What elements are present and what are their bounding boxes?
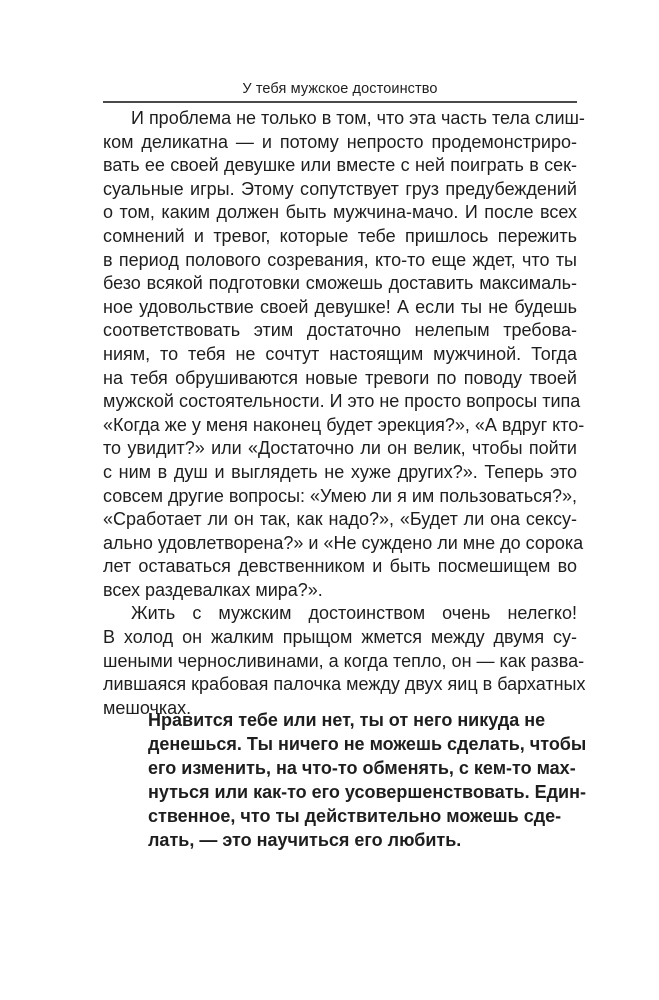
running-header: У тебя мужское достоинство — [242, 81, 438, 97]
quote-line: денешься. Ты ничего не можешь сделать, чтобы — [148, 734, 587, 754]
text-line: вать ее своей девушке или вместе с ней поиграть в сек- — [103, 155, 577, 176]
body-text — [103, 107, 586, 720]
text-line: ниям, то тебя не сочтут настоящим мужчиной. Тогда — [103, 343, 577, 364]
text-line: то увидит?» или «Достаточно ли он велик, чтобы пойти — [103, 438, 577, 459]
paragraph-1 — [103, 107, 585, 602]
text-line: ально удовлетворена?» и «Не суждено ли мне до сорока — [103, 532, 584, 553]
text-line: ное удовольствие своей девушке! А если ты не будешь — [103, 296, 577, 317]
text-line: безо всякой подготовки сможешь доставить максималь- — [103, 273, 577, 294]
quote-line: его изменить, на что-то обменять, с кем-то мах- — [148, 758, 576, 778]
highlighted-quote — [148, 708, 587, 852]
text-line: лившаяся крабовая палочка между двух яиц в бархатных — [103, 674, 586, 695]
text-line: ком деликатна — и потому непросто продемонстриро- — [103, 131, 577, 152]
text-line: всех раздевалках мира?». — [103, 579, 323, 600]
text-line: о том, каким должен быть мужчина-мачо. И после всех — [103, 202, 577, 223]
text-line: «Когда же у меня наконец будет эрекция?», «А вдруг кто- — [103, 414, 585, 435]
text-line: мешочках. — [103, 697, 192, 718]
header-rule — [103, 101, 577, 103]
quote-line: Нравится тебе или нет, ты от него никуда не — [148, 710, 546, 730]
text-line: суальные игры. Этому сопутствует груз предубеждений — [103, 178, 577, 199]
text-line: И проблема не только в том, что эта часть тела слиш- — [131, 108, 585, 128]
text-line: лет оставаться девственником и быть посмешищем во — [103, 556, 577, 577]
text-line: шеными черносливинами, а когда тепло, он — как разва- — [103, 650, 585, 671]
text-line: совсем другие вопросы: «Умею ли я им пользоваться?», — [103, 485, 577, 506]
text-line: В холод он жалким прыщом жмется между двумя су- — [103, 627, 577, 648]
text-line: в период полового созревания, кто-то еще ждет, что ты — [103, 249, 577, 270]
text-line: с ним в душ и выглядеть не хуже других?». Теперь это — [103, 461, 577, 482]
paragraph-2 — [103, 602, 586, 720]
text-line: соответствовать этим достаточно нелепым требова- — [103, 320, 577, 341]
text-line: на тебя обрушиваются новые тревоги по поводу твоей — [103, 367, 577, 388]
text-line: мужской состоятельности. И это не просто вопросы типа — [103, 391, 581, 412]
quote-line: лать, — это научиться его любить. — [148, 830, 462, 850]
text-line: «Сработает ли он так, как надо?», «Будет ли она сексу- — [103, 509, 577, 530]
text-line: Жить с мужским достоинством очень нелегко! — [131, 603, 577, 624]
quote-line: ственное, что ты действительно можешь сде- — [148, 806, 562, 826]
text-line: сомнений и тревог, которые тебе пришлось пережить — [103, 225, 577, 246]
quote-line: нуться или как-то его усовершенствовать. Един- — [148, 782, 586, 802]
